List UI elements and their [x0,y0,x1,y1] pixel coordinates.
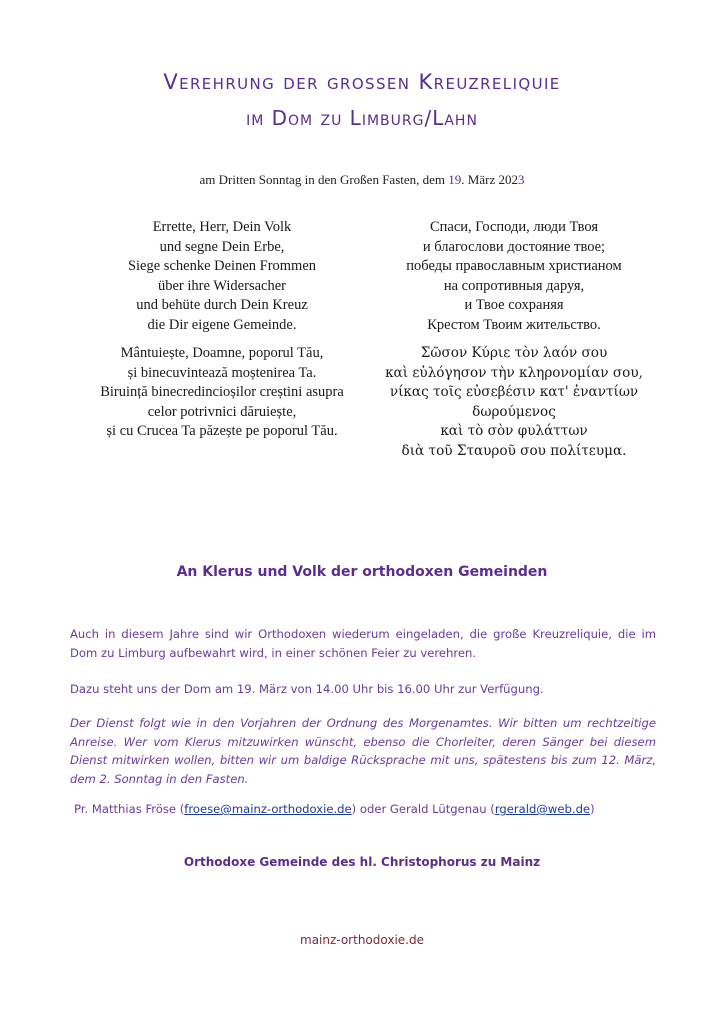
hymn-line: die Dir eigene Gemeinde. [147,316,297,333]
contact-middle: ) oder Gerald Lütgenau ( [351,802,495,816]
hymn-line: καὶ εὐλόγησον τὴν κληρονομίαν σου, [385,364,643,381]
announcement-paragraph-time: Dazu steht uns der Dom am 19. März von 14.00 Uhr bis 16.00 Uhr zur Verfügung. [70,682,544,696]
email-link-froese[interactable]: froese@mainz-orthodoxie.de [184,802,352,816]
hymn-german [72,218,372,336]
hymn-russian [364,218,664,336]
hymn-line: на сопротивныя даруя, [443,277,585,294]
page-subtitle: im Dom zu Limburg/Lahn [246,106,478,130]
hymn-greek [364,344,664,462]
date-year-last: 3 [517,172,525,187]
hymn-line: și cu Crucea Ta păzește pe poporul Tău. [106,423,338,440]
contact-line [74,802,674,816]
date-month: . März 202 [461,172,518,187]
date-prefix: am Dritten Sonntag in den Großen Fasten, dem [199,172,449,187]
hymn-line: Σῶσον Κύριε τὸν λαόν σου [420,345,608,361]
hymn-line: Siege schenke Deinen Frommen [127,258,317,275]
hymn-romanian [72,344,372,442]
organization-name: Orthodoxe Gemeinde des hl. Christophorus zu Mainz [183,855,541,869]
hymn-line: über ihre Widersacher [158,277,286,294]
hymn-line: δωρούμενος [472,403,556,420]
announcement-title: An Klerus und Volk der orthodoxen Gemeinden [176,564,548,580]
contact-prefix: Pr. Matthias Fröse ( [74,802,185,816]
announcement-paragraph-invitation: Auch in diesem Jahre sind wir Orthodoxen wiederum eingeladen, die große Kreuzreliquie, die im Dom zu Limburg aufbewahrt wird, in einer schönen Feier zu verehren. [70,627,656,660]
date-day: 19 [448,172,462,187]
hymn-line: и Твое сохраняя [464,297,564,314]
hymn-line: νίκας τοῖς εὐσεβέσιν κατ' ἐναντίων [389,384,639,401]
email-link-gerald[interactable]: rgerald@web.de [494,802,591,816]
hymn-line: διὰ τοῦ Σταυροῦ σου πολίτευμα. [401,442,627,459]
website-label: mainz-orthodoxie.de [300,933,424,947]
hymn-line: und segne Dein Erbe, [159,238,285,255]
announcement-paragraph-service: Der Dienst folgt wie in den Vorjahren der Ordnung des Morgenamtes. Wir bitten um rechtzeitige Anreise. Wer vom Klerus mitzuwirken wünscht, ebenso die Chorleiter, deren Sänger bei diesem Dienst mitwirken wollen, bitten wir um baldige Rücksprache mit uns, spätestens bis zum 12. März, dem 2. Sonntag in den Fasten. [70,716,656,786]
hymn-line: и благослови достояние твое; [422,238,606,255]
hymn-line: celor potrivnici dăruiește, [147,403,297,420]
hymn-line: Biruință binecredincioșilor creștini asupra [100,384,344,401]
date-line [0,172,724,188]
hymn-line: și binecuvintează moștenirea Ta. [127,364,317,381]
contact-suffix: ) [590,802,595,816]
hymn-line: победы православным христианом [406,258,622,275]
hymn-line: Mântuiește, Doamne, poporul Tău, [120,345,324,361]
hymn-line: Крестом Твоим жительство. [427,316,601,333]
hymn-line: Спаси, Господи, люди Твоя [429,219,599,235]
hymn-line: καὶ τὸ σὸν φυλάττων [440,423,588,440]
page-title: Verehrung der grossen Kreuzreliquie [163,70,561,94]
hymn-line: Errette, Herr, Dein Volk [152,219,292,235]
hymn-line: und behüte durch Dein Kreuz [136,297,308,314]
